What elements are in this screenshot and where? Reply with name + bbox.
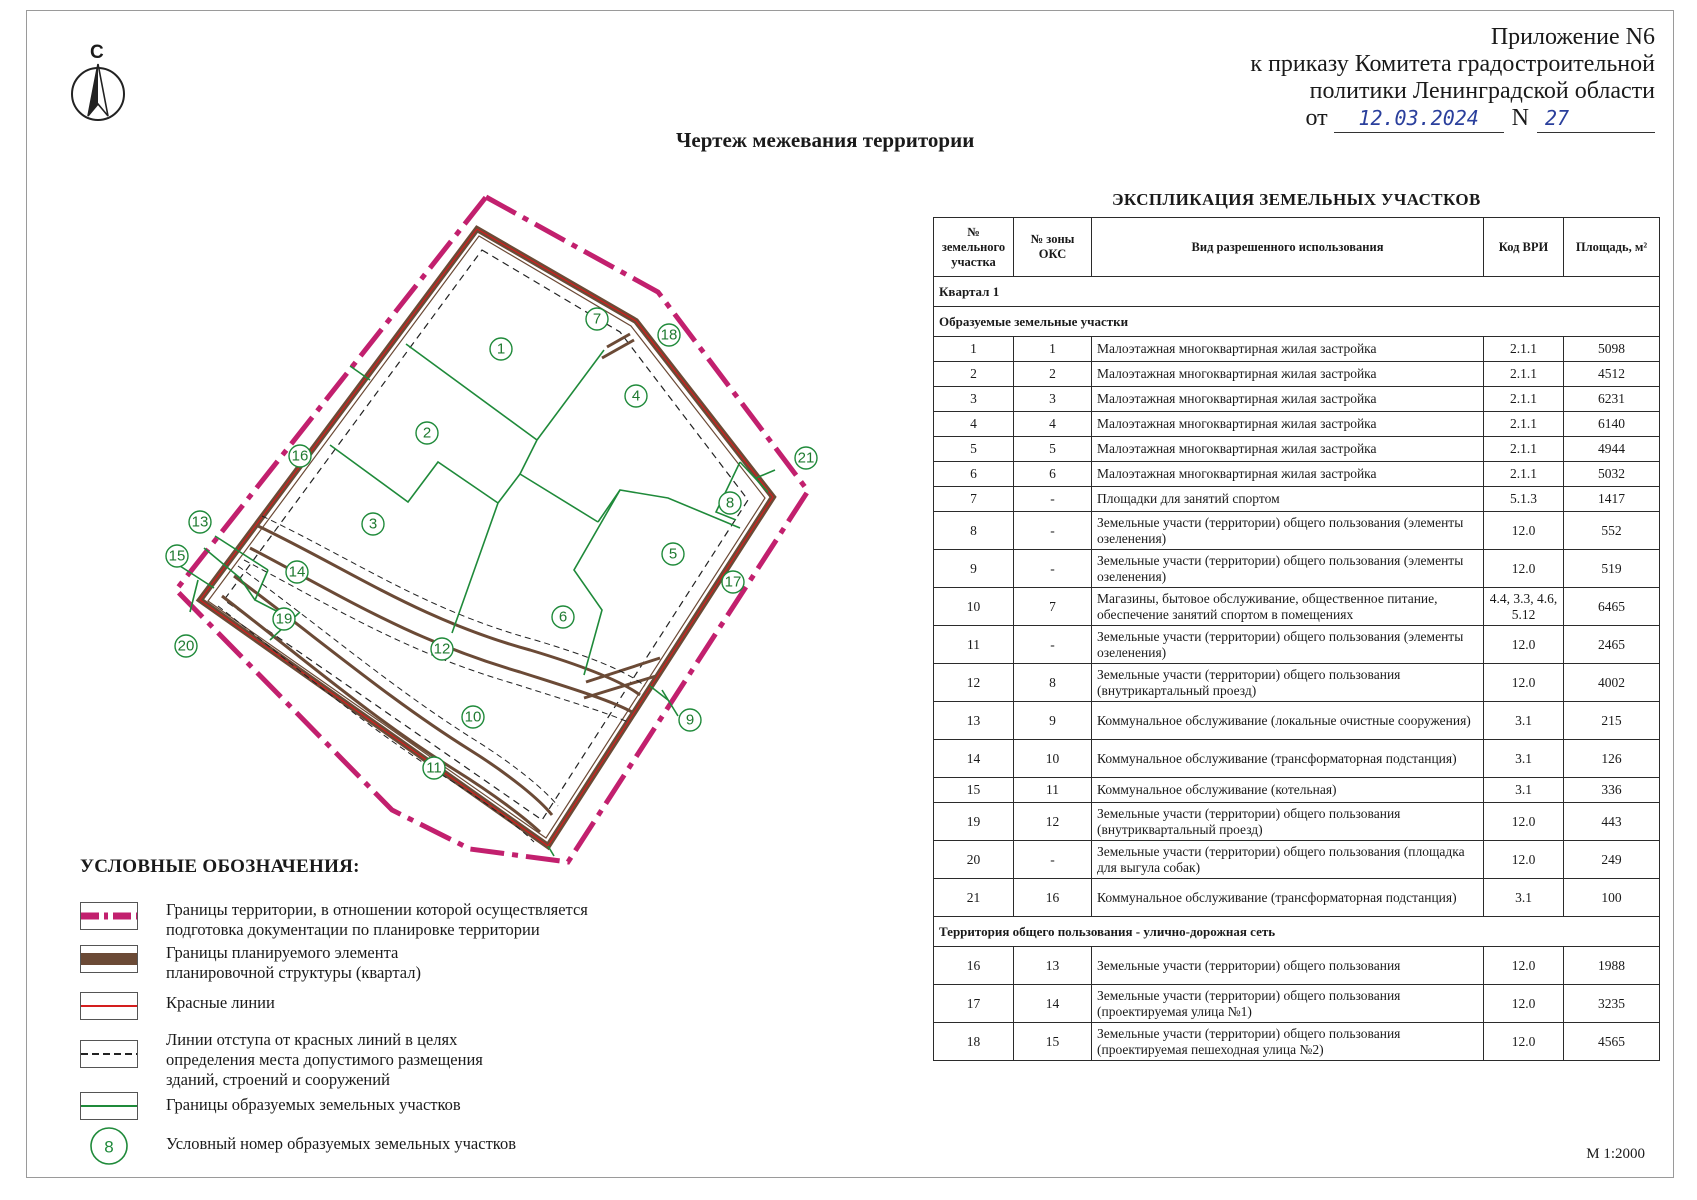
cell-area: 443 (1564, 803, 1660, 841)
cell-permitted-use: Земельные участи (территории) общего пользования (1092, 947, 1484, 985)
legend-text: Условный номер образуемых земельных участков (166, 1134, 517, 1153)
order-date-prefix: от (1305, 105, 1328, 131)
legend-text: Красные линии (166, 993, 275, 1012)
header-permitted-use: Вид разрешенного использования (1092, 218, 1484, 277)
cell-code: 12.0 (1484, 626, 1564, 664)
cell-area: 552 (1564, 512, 1660, 550)
section-label: Территория общего пользования - улично-дорожная сеть (934, 917, 1660, 947)
cell-zone-number: 9 (1014, 702, 1092, 740)
legend-text: Границы территории, в отношении которой осуществляется подготовка документации по планировке территории (166, 900, 588, 939)
cell-area: 215 (1564, 702, 1660, 740)
cell-area: 4512 (1564, 362, 1660, 387)
cell-zone-number: 14 (1014, 985, 1092, 1023)
parcel-label-text: 5 (668, 545, 678, 563)
cell-parcel-number: 21 (934, 879, 1014, 917)
parcel-label-text: 20 (177, 637, 195, 655)
parcel-label-text: 4 (631, 387, 641, 405)
table-row (934, 702, 1660, 740)
table-row (934, 412, 1660, 437)
scale-label: М 1:2000 (1586, 1146, 1645, 1162)
cell-code: 2.1.1 (1484, 412, 1564, 437)
territory-boundary-symbol-icon (80, 902, 138, 930)
parcel-label-text: 9 (685, 711, 695, 729)
cell-area: 2465 (1564, 626, 1660, 664)
cell-area: 4944 (1564, 437, 1660, 462)
header-area: Площадь, м² (1564, 218, 1660, 277)
parcel-label-text: 21 (797, 449, 815, 467)
cell-area: 5098 (1564, 337, 1660, 362)
cell-code: 3.1 (1484, 879, 1564, 917)
cell-parcel-number: 12 (934, 664, 1014, 702)
cell-permitted-use: Коммунальное обслуживание (трансформаторная подстанция) (1092, 740, 1484, 778)
cell-code: 12.0 (1484, 803, 1564, 841)
cell-zone-number: 13 (1014, 947, 1092, 985)
cell-permitted-use: Земельные участи (территории) общего пользования (внутриквартальный проезд) (1092, 803, 1484, 841)
cell-area: 4565 (1564, 1023, 1660, 1061)
table-row (934, 985, 1660, 1023)
cell-parcel-number: 4 (934, 412, 1014, 437)
drawing-title: Чертеж межевания территории (676, 128, 975, 152)
cell-parcel-number: 6 (934, 462, 1014, 487)
cell-code: 5.1.3 (1484, 487, 1564, 512)
cell-code: 2.1.1 (1484, 387, 1564, 412)
cell-area: 6140 (1564, 412, 1660, 437)
table-row (934, 337, 1660, 362)
cell-parcel-number: 18 (934, 1023, 1014, 1061)
north-label: С (90, 42, 104, 63)
order-number-handwritten: 27 (1537, 105, 1655, 133)
cell-code: 12.0 (1484, 841, 1564, 879)
parcel-label-text: 17 (724, 573, 742, 591)
parcel-label-text: 8 (725, 494, 735, 512)
cell-area: 126 (1564, 740, 1660, 778)
cell-code: 2.1.1 (1484, 437, 1564, 462)
cell-permitted-use: Земельные участи (территории) общего пользования (элементы озеленения) (1092, 626, 1484, 664)
order-line-3: политики Ленинградской области (1309, 78, 1655, 104)
cell-area: 1417 (1564, 487, 1660, 512)
table-row (934, 437, 1660, 462)
table-header (934, 218, 1660, 277)
cell-code: 3.1 (1484, 702, 1564, 740)
section-label: Образуемые земельные участки (934, 307, 1660, 337)
territory-boundary (176, 197, 808, 862)
legend-item-quarter (80, 943, 466, 983)
internal-roads (222, 334, 660, 832)
cell-code: 2.1.1 (1484, 337, 1564, 362)
cell-area: 249 (1564, 841, 1660, 879)
legend-item-red-line (80, 990, 646, 1020)
section-row (934, 277, 1660, 307)
cell-permitted-use: Земельные участи (территории) общего пользования (элементы озеленения) (1092, 512, 1484, 550)
cell-zone-number: 2 (1014, 362, 1092, 387)
cell-parcel-number: 9 (934, 550, 1014, 588)
table-row (934, 487, 1660, 512)
header-code: Код ВРИ (1484, 218, 1564, 277)
cell-parcel-number: 20 (934, 841, 1014, 879)
parcel-number-sample: 8 (104, 1137, 114, 1157)
cell-parcel-number: 8 (934, 512, 1014, 550)
cell-zone-number: 4 (1014, 412, 1092, 437)
cell-permitted-use: Малоэтажная многоквартирная жилая застройка (1092, 462, 1484, 487)
cell-area: 6231 (1564, 387, 1660, 412)
cell-zone-number: 16 (1014, 879, 1092, 917)
cell-permitted-use: Коммунальное обслуживание (трансформаторная подстанция) (1092, 879, 1484, 917)
cell-zone-number: 7 (1014, 588, 1092, 626)
header-zone-number: № зоны ОКС (1014, 218, 1092, 277)
cell-permitted-use: Коммунальное обслуживание (котельная) (1092, 778, 1484, 803)
table-row (934, 879, 1660, 917)
cell-zone-number: 5 (1014, 437, 1092, 462)
order-line-2: к приказу Комитета градостроительной (1250, 51, 1655, 77)
cell-parcel-number: 16 (934, 947, 1014, 985)
cell-parcel-number: 14 (934, 740, 1014, 778)
cell-parcel-number: 11 (934, 626, 1014, 664)
cell-code: 3.1 (1484, 740, 1564, 778)
parcel-label-text: 2 (422, 424, 432, 442)
parcel-boundary-symbol-icon (80, 1092, 138, 1120)
cell-code: 2.1.1 (1484, 362, 1564, 387)
header-parcel-number: № земельного участка (934, 218, 1014, 277)
cell-zone-number: 1 (1014, 337, 1092, 362)
cell-parcel-number: 15 (934, 778, 1014, 803)
parcel-label-text: 10 (464, 708, 482, 726)
table-row (934, 512, 1660, 550)
cell-area: 6465 (1564, 588, 1660, 626)
parcel-number-symbol-icon (80, 1124, 138, 1168)
cell-zone-number: 11 (1014, 778, 1092, 803)
order-date-handwritten: 12.03.2024 (1334, 105, 1504, 133)
legend-title: УСЛОВНЫЕ ОБОЗНАЧЕНИЯ: (80, 856, 360, 877)
cell-code: 4.4, 3.3, 4.6, 5.12 (1484, 588, 1564, 626)
parcel-label-text: 1 (496, 340, 506, 358)
cell-parcel-number: 2 (934, 362, 1014, 387)
cell-zone-number: 8 (1014, 664, 1092, 702)
cell-zone-number: 10 (1014, 740, 1092, 778)
cell-permitted-use: Малоэтажная многоквартирная жилая застройка (1092, 337, 1484, 362)
table-body (934, 277, 1660, 1061)
legend-item-parcel-number (80, 1130, 646, 1168)
cell-area: 1988 (1564, 947, 1660, 985)
parcel-label-texts (169, 311, 815, 777)
table-row (934, 362, 1660, 387)
setback-line-symbol-icon (80, 1040, 138, 1068)
cell-area: 5032 (1564, 462, 1660, 487)
cell-code: 12.0 (1484, 985, 1564, 1023)
cell-area: 519 (1564, 550, 1660, 588)
legend-text: Границы образуемых земельных участков (166, 1095, 461, 1114)
section-label: Квартал 1 (934, 277, 1660, 307)
cell-zone-number: - (1014, 550, 1092, 588)
cell-code: 12.0 (1484, 512, 1564, 550)
cell-zone-number: 6 (1014, 462, 1092, 487)
cell-permitted-use: Земельные участи (территории) общего пользования (проектируемая пешеходная улица №2) (1092, 1023, 1484, 1061)
cell-permitted-use: Магазины, бытовое обслуживание, общественное питание, обеспечение занятий спортом в помещениях (1092, 588, 1484, 626)
cell-code: 2.1.1 (1484, 462, 1564, 487)
cell-parcel-number: 10 (934, 588, 1014, 626)
legend-item-parcel-boundary (80, 1090, 646, 1120)
cell-zone-number: - (1014, 626, 1092, 664)
cell-permitted-use: Малоэтажная многоквартирная жилая застройка (1092, 362, 1484, 387)
table-row (934, 664, 1660, 702)
legend-text: Границы планируемого элемента планировочной структуры (квартал) (166, 943, 421, 982)
cell-zone-number: 15 (1014, 1023, 1092, 1061)
cell-parcel-number: 1 (934, 337, 1014, 362)
table-row (934, 387, 1660, 412)
cell-parcel-number: 3 (934, 387, 1014, 412)
cell-parcel-number: 13 (934, 702, 1014, 740)
cell-permitted-use: Площадки для занятий спортом (1092, 487, 1484, 512)
parcel-label-text: 19 (275, 610, 293, 628)
section-row (934, 307, 1660, 337)
cell-code: 12.0 (1484, 947, 1564, 985)
cell-code: 12.0 (1484, 550, 1564, 588)
cell-permitted-use: Земельные участи (территории) общего пользования (внутрикартальный проезд) (1092, 664, 1484, 702)
cell-area: 4002 (1564, 664, 1660, 702)
cell-parcel-number: 7 (934, 487, 1014, 512)
cell-permitted-use: Земельные участи (территории) общего пользования (площадка для выгула собак) (1092, 841, 1484, 879)
parcel-label-text: 7 (592, 310, 602, 328)
parcel-label-text: 3 (368, 515, 378, 533)
cell-area: 3235 (1564, 985, 1660, 1023)
cell-permitted-use: Малоэтажная многоквартирная жилая застройка (1092, 387, 1484, 412)
parcel-label-text: 18 (660, 326, 678, 344)
cell-permitted-use: Земельные участи (территории) общего пользования (элементы озеленения) (1092, 550, 1484, 588)
cell-permitted-use: Малоэтажная многоквартирная жилая застройка (1092, 412, 1484, 437)
table-row (934, 947, 1660, 985)
cell-area: 100 (1564, 879, 1660, 917)
table-row (934, 841, 1660, 879)
table-row (934, 803, 1660, 841)
cell-parcel-number: 5 (934, 437, 1014, 462)
cell-parcel-number: 17 (934, 985, 1014, 1023)
cell-permitted-use: Земельные участи (территории) общего пользования (проектируемая улица №1) (1092, 985, 1484, 1023)
table-row (934, 550, 1660, 588)
cell-code: 12.0 (1484, 664, 1564, 702)
order-number-prefix: N (1511, 105, 1529, 131)
cell-zone-number: - (1014, 487, 1092, 512)
table-row (934, 778, 1660, 803)
parcel-label-text: 16 (291, 447, 309, 465)
section-row (934, 917, 1660, 947)
legend-item-setback (80, 1030, 506, 1090)
table-row (934, 1023, 1660, 1061)
table-title: ЭКСПЛИКАЦИЯ ЗЕМЕЛЬНЫХ УЧАСТКОВ (1112, 190, 1481, 209)
table-row (934, 740, 1660, 778)
cell-zone-number: 12 (1014, 803, 1092, 841)
cell-permitted-use: Малоэтажная многоквартирная жилая застройка (1092, 437, 1484, 462)
parcel-label-text: 15 (168, 547, 186, 565)
cell-area: 336 (1564, 778, 1660, 803)
parcel-label-text: 13 (191, 513, 209, 531)
parcel-label-text: 14 (288, 563, 306, 581)
quarter-boundary-symbol-icon (80, 945, 138, 973)
cell-zone-number: - (1014, 841, 1092, 879)
explication-table (933, 217, 1660, 1061)
parcel-label-text: 11 (426, 759, 442, 777)
table-row (934, 462, 1660, 487)
cell-code: 12.0 (1484, 1023, 1564, 1061)
cell-parcel-number: 19 (934, 803, 1014, 841)
cell-zone-number: - (1014, 512, 1092, 550)
parcel-label-text: 12 (433, 640, 451, 658)
legend-text: Линии отступа от красных линий в целях определения места допустимого размещения зданий, строений и сооружений (166, 1030, 483, 1089)
order-line-1: Приложение N6 (1490, 24, 1655, 50)
table-row (934, 626, 1660, 664)
cell-code: 3.1 (1484, 778, 1564, 803)
parcel-label-text: 6 (558, 608, 568, 626)
cell-permitted-use: Коммунальное обслуживание (локальные очистные сооружения) (1092, 702, 1484, 740)
red-line-symbol-icon (80, 992, 138, 1020)
table-row (934, 588, 1660, 626)
cell-zone-number: 3 (1014, 387, 1092, 412)
legend-item-territory (80, 900, 646, 940)
